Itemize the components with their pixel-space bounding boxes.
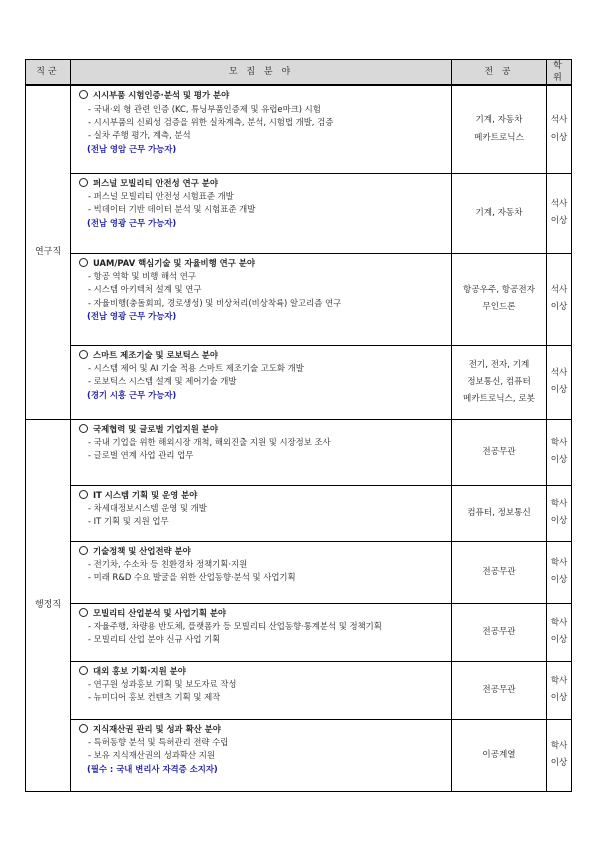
field-title [79,490,445,501]
field-item: - IT 기획 및 지원 업무 [88,516,169,527]
major-text: 전공무관 [482,684,516,695]
degree-text: 이상 [550,758,568,769]
degree-cell [547,485,572,541]
major-text: 기계, 자동차 [475,207,523,218]
field-title-text: 모빌리티 산업분석 및 사업기획 분야 [93,607,227,618]
degree-text: 학사 [550,741,568,752]
field-cell [71,173,452,253]
header-degree: 학 위 [547,60,572,86]
major-text: 전공무관 [482,626,516,637]
field-item: - 특허동향 분석 및 특허관리 전략 수립 [88,737,229,748]
major-text: 이공계열 [482,749,516,760]
header-field: 모 집 분 야 [71,60,452,86]
field-title [79,178,445,189]
degree-cell [547,173,572,253]
circle-bullet-icon [79,608,88,617]
major-text: 메카트로닉스 [474,132,524,143]
header-major: 전 공 [452,60,547,86]
circle-bullet-icon [79,424,88,433]
table-row [26,419,572,485]
table-row [26,85,572,173]
field-item: - 차세대정보시스템 운영 및 개발 [88,503,207,514]
major-text: 무인드론 [482,302,516,313]
field-note: (전남 영암 근무 가능자) [87,143,177,154]
field-item: - 시스템 제어 및 AI 기술 적용 스마트 제조기술 고도화 개발 [88,363,304,374]
degree-cell [547,345,572,419]
header-category: 직군 [26,60,71,86]
circle-bullet-icon [79,666,88,675]
major-text: 전공무관 [482,446,516,457]
field-item: - 자율비행(충돌회피, 경로생성) 및 비상처리(비상착륙) 알고리즘 연구 [88,297,342,308]
field-cell [71,419,452,485]
degree-text: 이상 [550,516,568,527]
degree-text: 이상 [550,132,568,143]
field-cell [71,719,452,791]
field-title [79,724,445,735]
major-cell [452,541,547,603]
field-note: (경기 시흥 근무 가능자) [87,389,177,400]
degree-text: 학사 [550,499,568,510]
field-item: - 빅데이터 기반 데이터 분석 및 시험표준 개발 [88,204,256,215]
field-cell [71,345,452,419]
degree-text: 석사 [550,199,568,210]
field-note: (전남 영광 근무 가능자) [87,217,177,228]
major-cell [452,485,547,541]
field-title [79,90,445,101]
table-row [26,603,572,661]
degree-text: 석사 [550,115,568,126]
major-text: 메카트로닉스, 로봇 [463,393,535,404]
table-row [26,541,572,603]
major-text: 정보통신, 컴퓨터 [467,376,531,387]
field-item: - 국내 기업을 위한 해외시장 개척, 해외진출 지원 및 시장정보 조사 [88,437,331,448]
degree-text: 학사 [550,618,568,629]
field-title [79,608,445,619]
major-text: 컴퓨터, 정보통신 [467,507,531,518]
table-header-row [26,60,572,86]
major-cell [452,603,547,661]
table-body [26,85,572,791]
field-title [79,546,445,557]
major-cell [452,253,547,345]
table-row [26,661,572,719]
degree-cell [547,253,572,345]
field-title-text: 기술정책 및 산업전략 분야 [93,545,191,556]
field-note: (전남 영광 근무 가능자) [87,311,177,322]
field-cell [71,603,452,661]
major-cell [452,661,547,719]
field-title [79,424,445,435]
circle-bullet-icon [79,178,88,187]
field-item: - 시시부품의 신뢰성 검증을 위한 실차계측, 분석, 시험법 개발, 검증 [88,116,334,127]
recruitment-table [25,59,572,792]
degree-text: 이상 [550,455,568,466]
table-row [26,719,572,791]
degree-text: 이상 [550,575,568,586]
field-item: - 전기차, 수소차 등 친환경차 정책기획·지원 [88,559,248,570]
circle-bullet-icon [79,490,88,499]
field-item: - 연구원 성과홍보 기획 및 보도자료 작성 [88,679,237,690]
degree-text: 이상 [550,635,568,646]
field-item: - 국내·외 형 관련 인증 (KC, 튜닝부품인증제 및 유럽e마크) 시험 [88,103,321,114]
field-cell [71,253,452,345]
field-item: - 퍼스널 모빌리티 안전성 시험표준 개발 [88,191,234,202]
field-title [79,258,445,269]
table-row [26,253,572,345]
field-title-text: 국제협력 및 글로벌 기업지원 분야 [93,423,218,434]
degree-cell [547,85,572,173]
category-cell: 행정직 [26,419,71,791]
degree-text: 이상 [550,302,568,313]
table-row [26,173,572,253]
major-cell [452,719,547,791]
major-text: 전공무관 [482,566,516,577]
degree-cell [547,719,572,791]
major-text: 항공우주, 항공전자 [463,285,535,296]
field-title [79,350,445,361]
degree-text: 학사 [550,676,568,687]
field-cell [71,485,452,541]
field-item: - 글로벌 연계 사업 관리 업무 [88,450,194,461]
field-item: - 보유 지식재산권의 성과확산 지원 [88,750,215,761]
degree-cell [547,419,572,485]
field-title [79,666,445,677]
field-title-text: 대외 홍보 기획·지원 분야 [93,665,186,676]
degree-cell [547,661,572,719]
major-cell [452,345,547,419]
field-title-text: 시시부품 시험인증·분석 및 평가 분야 [93,90,230,101]
field-item: - 미래 R&D 수요 발굴을 위한 산업동향·분석 및 사업기획 [88,572,296,583]
degree-text: 이상 [550,216,568,227]
circle-bullet-icon [79,724,88,733]
major-text: 전기, 전자, 기계 [468,359,530,370]
major-cell [452,173,547,253]
degree-text: 석사 [550,368,568,379]
degree-cell [547,603,572,661]
circle-bullet-icon [79,90,88,99]
field-title-text: 스마트 제조기술 및 로보틱스 분야 [93,349,218,360]
major-cell [452,85,547,173]
field-item: - 로보틱스 시스템 설계 및 제어기술 개발 [88,376,237,387]
field-cell [71,661,452,719]
major-cell [452,419,547,485]
field-item: - 모빌리티 산업 분야 신규 사업 기획 [88,634,221,645]
field-title-text: 지식재산권 관리 및 성과 확산 분야 [93,723,221,734]
field-item: - 자율주행, 차량용 반도체, 플랫폼카 등 모빌리티 산업동향·통계분석 및 정책기획 [88,621,382,632]
circle-bullet-icon [79,350,88,359]
circle-bullet-icon [79,546,88,555]
field-item: - 실차 주행 평가, 계측, 분석 [88,130,191,141]
field-title-text: UAM/PAV 핵심기술 및 자율비행 연구 분야 [93,257,255,268]
category-cell: 연구직 [26,85,71,419]
field-cell [71,541,452,603]
field-title-text: IT 시스템 기획 및 운영 분야 [93,489,198,500]
field-item: - 시스템 아키텍처 설계 및 연구 [88,284,202,295]
field-title-text: 퍼스널 모빌리티 안전성 연구 분야 [93,177,218,188]
degree-text: 이상 [550,693,568,704]
degree-cell [547,541,572,603]
circle-bullet-icon [79,258,88,267]
degree-text: 석사 [550,285,568,296]
field-cell [71,85,452,173]
field-note: (필수 : 국내 변리사 자격증 소지자) [87,763,218,774]
degree-text: 학사 [550,558,568,569]
field-item: - 항공 역학 및 비행 해석 연구 [88,271,196,282]
degree-text: 학사 [550,438,568,449]
field-item: - 뉴미디어 홍보 컨텐츠 기획 및 제작 [88,692,221,703]
table-row [26,485,572,541]
table-row [26,345,572,419]
major-text: 기계, 자동차 [475,115,523,126]
degree-text: 이상 [550,385,568,396]
